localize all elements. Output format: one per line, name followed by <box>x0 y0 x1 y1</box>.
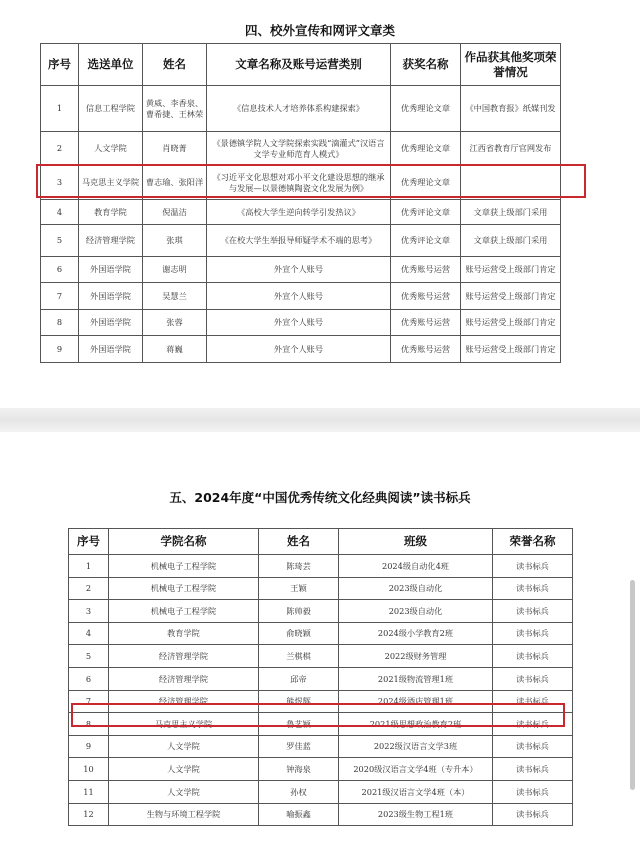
page-separator <box>0 408 640 432</box>
cell-award: 优秀理论文章 <box>391 166 461 200</box>
cell-unit: 教育学院 <box>79 200 143 225</box>
cell-class: 2022级财务管理 <box>339 645 493 668</box>
cell-index: 1 <box>69 555 109 578</box>
cell-unit: 外国语学院 <box>79 336 143 363</box>
header-college: 学院名称 <box>109 529 259 555</box>
table-row-highlighted <box>69 713 573 736</box>
cell-award: 优秀账号运营 <box>391 283 461 310</box>
header-index: 序号 <box>41 44 79 86</box>
cell-honor: 读书标兵 <box>493 690 573 713</box>
cell-award: 优秀评论文章 <box>391 200 461 225</box>
cell-honor: 读书标兵 <box>493 577 573 600</box>
cell-index: 7 <box>41 283 79 310</box>
cell-college: 经济管理学院 <box>109 667 259 690</box>
cell-college: 经济管理学院 <box>109 645 259 668</box>
cell-index: 6 <box>69 667 109 690</box>
cell-article: 《信息技术人才培养体系构建探索》 <box>207 86 391 132</box>
cell-honor: 读书标兵 <box>493 735 573 758</box>
table-row <box>69 803 573 826</box>
header-honor: 荣誉名称 <box>493 529 573 555</box>
cell-index: 11 <box>69 780 109 803</box>
cell-college: 机械电子工程学院 <box>109 577 259 600</box>
table-row <box>69 667 573 690</box>
table-row <box>69 555 573 578</box>
cell-unit: 人文学院 <box>79 132 143 166</box>
cell-honor: 读书标兵 <box>493 667 573 690</box>
cell-honor: 读书标兵 <box>493 555 573 578</box>
cell-index: 8 <box>41 310 79 336</box>
cell-honor: 读书标兵 <box>493 803 573 826</box>
cell-index: 5 <box>69 645 109 668</box>
cell-honor: 读书标兵 <box>493 600 573 623</box>
cell-class: 2023级自动化 <box>339 600 493 623</box>
cell-name: 罗佳蓝 <box>259 735 339 758</box>
cell-class: 2020级汉语言文学4班（专升本） <box>339 758 493 781</box>
cell-award: 优秀理论文章 <box>391 132 461 166</box>
cell-college: 机械电子工程学院 <box>109 600 259 623</box>
cell-name: 谢志明 <box>143 257 207 283</box>
header-article: 文章名称及账号运营类别 <box>207 44 391 86</box>
cell-honor: 读书标兵 <box>493 622 573 645</box>
table-row <box>69 735 573 758</box>
header-other-honors: 作品获其他奖项荣誉情况 <box>461 44 561 86</box>
cell-other: 文章获上级部门采用 <box>461 225 561 257</box>
cell-name: 张琪 <box>143 225 207 257</box>
cell-class: 2023级自动化 <box>339 577 493 600</box>
table-row <box>69 780 573 803</box>
cell-award: 优秀账号运营 <box>391 336 461 363</box>
cell-name: 喻振鑫 <box>259 803 339 826</box>
section4-table <box>40 43 561 363</box>
cell-name: 倪温洁 <box>143 200 207 225</box>
section4-title: 四、校外宣传和网评文章类 <box>244 23 395 38</box>
cell-name: 陈帅毅 <box>259 600 339 623</box>
cell-award: 优秀理论文章 <box>391 86 461 132</box>
cell-class: 2022级汉语言文学3班 <box>339 735 493 758</box>
table-row <box>41 225 561 257</box>
cell-index: 7 <box>69 690 109 713</box>
cell-award: 优秀账号运营 <box>391 257 461 283</box>
cell-article: 《景德镇学院人文学院探索实践“滴灌式”汉语言文学专业师范育人模式》 <box>207 132 391 166</box>
cell-other: 账号运营受上级部门肯定 <box>461 257 561 283</box>
cell-index: 8 <box>69 713 109 736</box>
cell-name: 邱帝 <box>259 667 339 690</box>
cell-unit: 外国语学院 <box>79 257 143 283</box>
cell-honor: 读书标兵 <box>493 780 573 803</box>
cell-name: 张蓉 <box>143 310 207 336</box>
table-row <box>69 577 573 600</box>
header-index: 序号 <box>69 529 109 555</box>
cell-college: 生物与环境工程学院 <box>109 803 259 826</box>
cell-honor: 读书标兵 <box>493 758 573 781</box>
cell-article: 《习近平文化思想对邓小平文化建设思想的继承与发展—以景德镇陶瓷文化发展为例》 <box>207 166 391 200</box>
cell-award: 优秀账号运营 <box>391 310 461 336</box>
cell-index: 1 <box>41 86 79 132</box>
cell-name: 黄威、李香泉、曹希捷、王林荣 <box>143 86 207 132</box>
cell-class: 2021级汉语言文学4班（本） <box>339 780 493 803</box>
cell-name: 蒋巍 <box>143 336 207 363</box>
cell-other <box>461 166 561 200</box>
cell-index: 2 <box>69 577 109 600</box>
table-row <box>41 310 561 336</box>
header-class: 班级 <box>339 529 493 555</box>
table-row <box>41 132 561 166</box>
cell-college: 人文学院 <box>109 758 259 781</box>
table-row <box>41 283 561 310</box>
cell-other: 账号运营受上级部门肯定 <box>461 283 561 310</box>
table-row <box>69 758 573 781</box>
cell-honor: 读书标兵 <box>493 645 573 668</box>
cell-name: 肖晓菁 <box>143 132 207 166</box>
cell-unit: 外国语学院 <box>79 283 143 310</box>
table-row <box>69 622 573 645</box>
cell-index: 6 <box>41 257 79 283</box>
cell-article: 《高校大学生逆向转学引发热议》 <box>207 200 391 225</box>
cell-name: 王颖 <box>259 577 339 600</box>
cell-college: 经济管理学院 <box>109 690 259 713</box>
cell-class: 2024级酒店管理1班 <box>339 690 493 713</box>
table-header-row <box>41 44 561 86</box>
cell-other: 账号运营受上级部门肯定 <box>461 336 561 363</box>
cell-name: 吴慧兰 <box>143 283 207 310</box>
cell-unit: 信息工程学院 <box>79 86 143 132</box>
cell-class: 2024级自动化4班 <box>339 555 493 578</box>
cell-other: 《中国教育报》纸媒刊发 <box>461 86 561 132</box>
cell-index: 5 <box>41 225 79 257</box>
header-name: 姓名 <box>259 529 339 555</box>
cell-college: 教育学院 <box>109 622 259 645</box>
cell-index: 4 <box>69 622 109 645</box>
cell-honor: 读书标兵 <box>493 713 573 736</box>
section5-table <box>68 528 573 826</box>
cell-name: 钟海泉 <box>259 758 339 781</box>
cell-other: 江西省教育厅官网发布 <box>461 132 561 166</box>
cell-college: 人文学院 <box>109 735 259 758</box>
cell-name: 陈琦芸 <box>259 555 339 578</box>
cell-college: 马克思主义学院 <box>109 713 259 736</box>
cell-index: 12 <box>69 803 109 826</box>
table-row <box>69 600 573 623</box>
cell-index: 2 <box>41 132 79 166</box>
cell-unit: 外国语学院 <box>79 310 143 336</box>
header-award: 获奖名称 <box>391 44 461 86</box>
section5-title: 五、2024年度“中国优秀传统文化经典阅读”读书标兵 <box>169 490 471 505</box>
cell-class: 2021级物流管理1班 <box>339 667 493 690</box>
cell-name: 熊煜辉 <box>259 690 339 713</box>
table-row <box>41 86 561 132</box>
header-unit: 选送单位 <box>79 44 143 86</box>
cell-class: 2021级思想政治教育2班 <box>339 713 493 736</box>
cell-name: 兰棋棋 <box>259 645 339 668</box>
table-row <box>41 336 561 363</box>
cell-unit: 经济管理学院 <box>79 225 143 257</box>
cell-other: 账号运营受上级部门肯定 <box>461 310 561 336</box>
table-row <box>41 257 561 283</box>
table-header-row <box>69 529 573 555</box>
cell-article: 外宣个人账号 <box>207 257 391 283</box>
cell-index: 3 <box>41 166 79 200</box>
table-row-highlighted <box>41 166 561 200</box>
cell-class: 2023级生物工程1班 <box>339 803 493 826</box>
cell-name: 鲁艺颖 <box>259 713 339 736</box>
cell-article: 《在校大学生举报导师疑学术不端的思考》 <box>207 225 391 257</box>
cell-article: 外宣个人账号 <box>207 310 391 336</box>
cell-index: 9 <box>41 336 79 363</box>
cell-college: 人文学院 <box>109 780 259 803</box>
table-row <box>41 200 561 225</box>
cell-article: 外宣个人账号 <box>207 336 391 363</box>
cell-unit: 马克思主义学院 <box>79 166 143 200</box>
table-row <box>69 645 573 668</box>
scrollbar-thumb[interactable] <box>630 580 635 790</box>
cell-article: 外宣个人账号 <box>207 283 391 310</box>
cell-college: 机械电子工程学院 <box>109 555 259 578</box>
cell-award: 优秀评论文章 <box>391 225 461 257</box>
header-name: 姓名 <box>143 44 207 86</box>
cell-index: 9 <box>69 735 109 758</box>
document-page-1 <box>0 0 640 408</box>
cell-class: 2024级小学教育2班 <box>339 622 493 645</box>
cell-other: 文章获上级部门采用 <box>461 200 561 225</box>
cell-index: 10 <box>69 758 109 781</box>
table-row <box>69 690 573 713</box>
cell-index: 3 <box>69 600 109 623</box>
cell-name: 孙权 <box>259 780 339 803</box>
cell-index: 4 <box>41 200 79 225</box>
cell-name: 俞晓颖 <box>259 622 339 645</box>
cell-name: 曹志瑜、张阳洋 <box>143 166 207 200</box>
